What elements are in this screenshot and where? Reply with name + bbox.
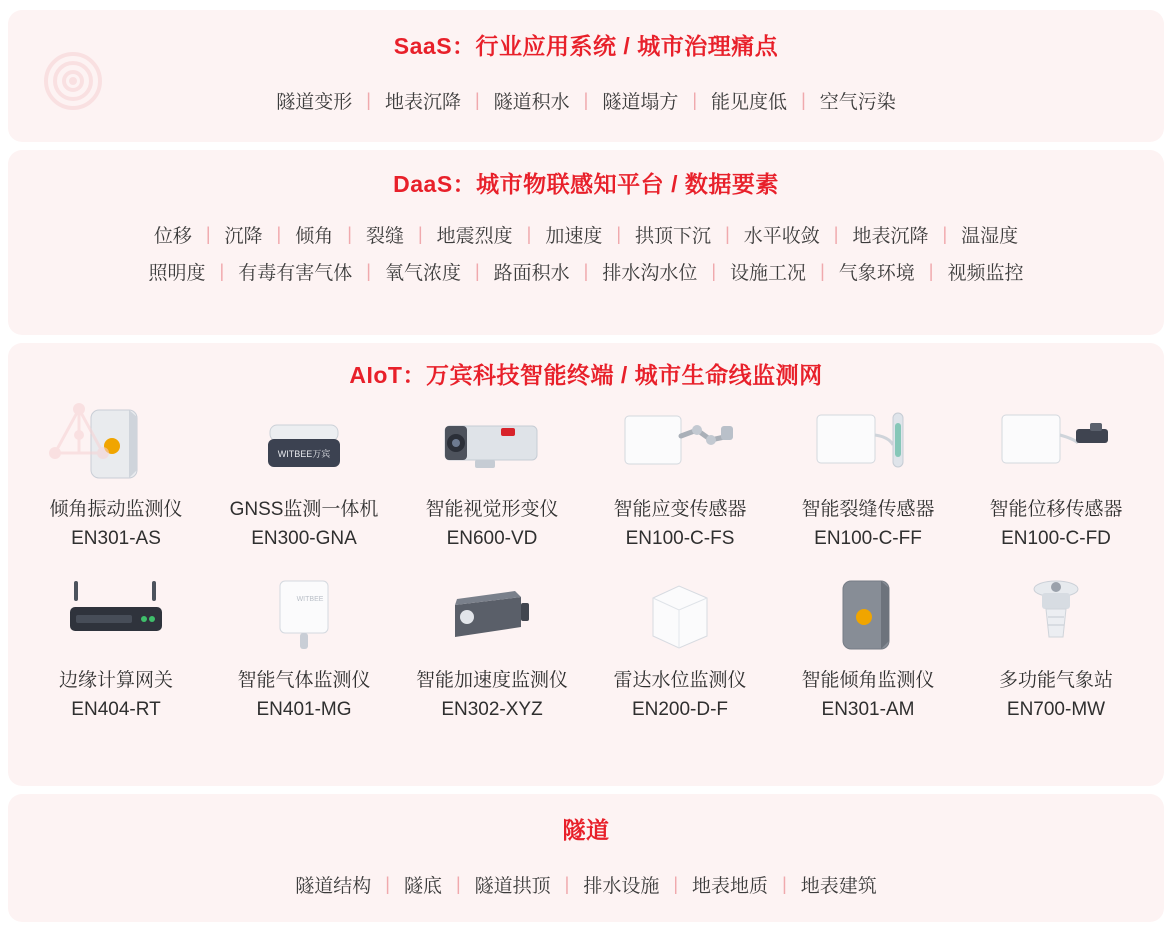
- device-name: 雷达水位监测仪: [613, 670, 747, 691]
- daas-item-list-row2: [8, 258, 1164, 285]
- list-item[interactable]: 温湿度: [961, 226, 1019, 247]
- saas-item-list: [8, 87, 1164, 114]
- device-name: 智能位移传感器: [989, 499, 1123, 520]
- tunnel-item-list: [8, 871, 1164, 898]
- device-model: EN404-RT: [71, 698, 161, 720]
- item-separator: |: [725, 224, 730, 244]
- list-item[interactable]: 地震烈度: [436, 226, 513, 247]
- device-card[interactable]: [398, 567, 586, 734]
- list-item[interactable]: 隧道拱顶: [474, 876, 551, 897]
- item-separator: |: [455, 874, 461, 894]
- list-item[interactable]: 视频监控: [947, 263, 1024, 284]
- list-item[interactable]: 排水沟水位: [602, 263, 698, 284]
- device-name: 智能裂缝传感器: [801, 499, 935, 520]
- device-model: EN200-D-F: [631, 698, 729, 720]
- list-item[interactable]: 隧道变形: [276, 92, 353, 113]
- radar-water-level-image: [610, 573, 750, 657]
- item-separator: |: [276, 224, 282, 244]
- list-item[interactable]: 地表建筑: [800, 876, 877, 897]
- device-model: EN700-MW: [1006, 698, 1106, 720]
- infinity-icon: [42, 325, 114, 335]
- list-item[interactable]: 有毒有害气体: [238, 263, 353, 284]
- item-separator: |: [205, 224, 211, 244]
- device-card[interactable]: [586, 396, 774, 563]
- device-card[interactable]: [962, 396, 1150, 563]
- network-node-icon: [42, 395, 116, 474]
- saas-title: SaaS：行业应用系统 / 城市治理痛点: [393, 33, 779, 59]
- list-item[interactable]: 设施工况: [730, 263, 807, 284]
- device-name: 智能气体监测仪: [237, 670, 371, 691]
- saas-panel: [8, 10, 1164, 142]
- edge-gateway-image: [46, 573, 186, 657]
- list-item[interactable]: 地表沉降: [852, 226, 929, 247]
- device-card[interactable]: [398, 396, 586, 563]
- device-grid: [8, 396, 1164, 734]
- accelerometer-image: [422, 573, 562, 657]
- aiot-title: AIoT：万宾科技智能终端 / 城市生命线监测网: [349, 362, 823, 388]
- list-item[interactable]: 拱顶下沉: [635, 226, 712, 247]
- list-item[interactable]: 隧道结构: [295, 876, 372, 897]
- item-separator: |: [801, 90, 806, 110]
- device-card[interactable]: [22, 567, 210, 734]
- list-item[interactable]: 位移: [153, 226, 192, 247]
- list-item[interactable]: 隧底: [403, 876, 442, 897]
- item-separator: |: [347, 224, 352, 244]
- daas-panel: [8, 150, 1164, 335]
- tunnel-title: 隧道: [562, 817, 610, 843]
- device-model: EN300-GNA: [251, 527, 357, 549]
- tilt-monitor-image: [798, 573, 938, 657]
- item-separator: |: [219, 261, 225, 281]
- list-item[interactable]: 空气污染: [819, 92, 896, 113]
- item-separator: |: [928, 261, 934, 281]
- device-name: GNSS监测一体机: [229, 499, 379, 520]
- device-model: EN100-C-FF: [814, 527, 922, 549]
- crack-sensor-image: [798, 402, 938, 486]
- aiot-panel: [8, 343, 1164, 786]
- item-separator: |: [366, 90, 371, 110]
- list-item[interactable]: 照明度: [148, 263, 206, 284]
- item-separator: |: [366, 261, 371, 281]
- item-separator: |: [385, 874, 390, 894]
- device-model: EN301-AS: [71, 527, 161, 549]
- list-item[interactable]: 能见度低: [711, 92, 788, 113]
- list-item[interactable]: 气象环境: [838, 263, 915, 284]
- item-separator: |: [673, 874, 679, 894]
- device-name: 智能加速度监测仪: [415, 670, 568, 691]
- item-separator: |: [526, 224, 532, 244]
- device-name: 倾角振动监测仪: [49, 499, 183, 520]
- list-item[interactable]: 裂缝: [365, 226, 404, 247]
- device-name: 智能视觉形变仪: [425, 499, 559, 520]
- item-separator: |: [782, 874, 787, 894]
- list-item[interactable]: 隧道积水: [493, 92, 570, 113]
- list-item[interactable]: 隧道塌方: [602, 92, 679, 113]
- item-separator: |: [692, 90, 698, 110]
- vision-deformation-camera-image: [422, 402, 562, 486]
- device-model: EN100-C-FD: [1001, 527, 1111, 549]
- list-item[interactable]: 倾角: [295, 226, 334, 247]
- device-card[interactable]: [210, 396, 398, 563]
- daas-title: DaaS：城市物联感知平台 / 数据要素: [393, 171, 779, 197]
- device-card[interactable]: [962, 567, 1150, 734]
- device-card[interactable]: [210, 567, 398, 734]
- svg-text:WITBEE: WITBEE: [296, 596, 324, 603]
- daas-item-list-row1: [8, 221, 1164, 248]
- item-separator: |: [711, 261, 717, 281]
- item-separator: |: [833, 224, 839, 244]
- strain-sensor-image: [610, 402, 750, 486]
- device-card[interactable]: [586, 567, 774, 734]
- item-separator: |: [820, 261, 825, 281]
- tunnel-panel: [8, 794, 1164, 922]
- device-model: EN301-AM: [821, 698, 915, 720]
- device-model: EN302-XYZ: [441, 698, 543, 720]
- item-separator: |: [474, 261, 480, 281]
- item-separator: |: [942, 224, 948, 244]
- list-item[interactable]: 地表沉降: [384, 92, 461, 113]
- device-model: EN600-VD: [446, 527, 538, 549]
- svg-text:WITBEE万宾: WITBEE万宾: [277, 449, 331, 459]
- device-model: EN100-C-FS: [625, 527, 735, 549]
- list-item[interactable]: 沉降: [224, 226, 263, 247]
- target-spiral-icon: [42, 50, 104, 117]
- device-model: EN401-MG: [256, 698, 352, 720]
- device-card[interactable]: [774, 396, 962, 563]
- gas-monitor-image: [234, 573, 374, 657]
- device-name: 智能应变传感器: [613, 499, 747, 520]
- item-separator: |: [417, 224, 423, 244]
- device-name: 智能倾角监测仪: [801, 670, 935, 691]
- list-item[interactable]: 加速度: [545, 226, 603, 247]
- device-name: 边缘计算网关: [58, 670, 173, 691]
- device-name: 多功能气象站: [998, 670, 1113, 691]
- list-item[interactable]: 路面积水: [493, 263, 570, 284]
- displacement-sensor-image: [986, 402, 1126, 486]
- item-separator: |: [474, 90, 480, 110]
- weather-station-image: [986, 573, 1126, 657]
- item-separator: |: [616, 224, 622, 244]
- item-separator: |: [564, 874, 570, 894]
- gnss-monitor-image: [234, 402, 374, 486]
- list-item[interactable]: 排水设施: [583, 876, 660, 897]
- list-item[interactable]: 水平收敛: [743, 226, 820, 247]
- list-item[interactable]: 地表地质: [692, 876, 769, 897]
- list-item[interactable]: 氧气浓度: [384, 263, 461, 284]
- item-separator: |: [583, 261, 589, 281]
- device-card[interactable]: [774, 567, 962, 734]
- item-separator: |: [583, 90, 589, 110]
